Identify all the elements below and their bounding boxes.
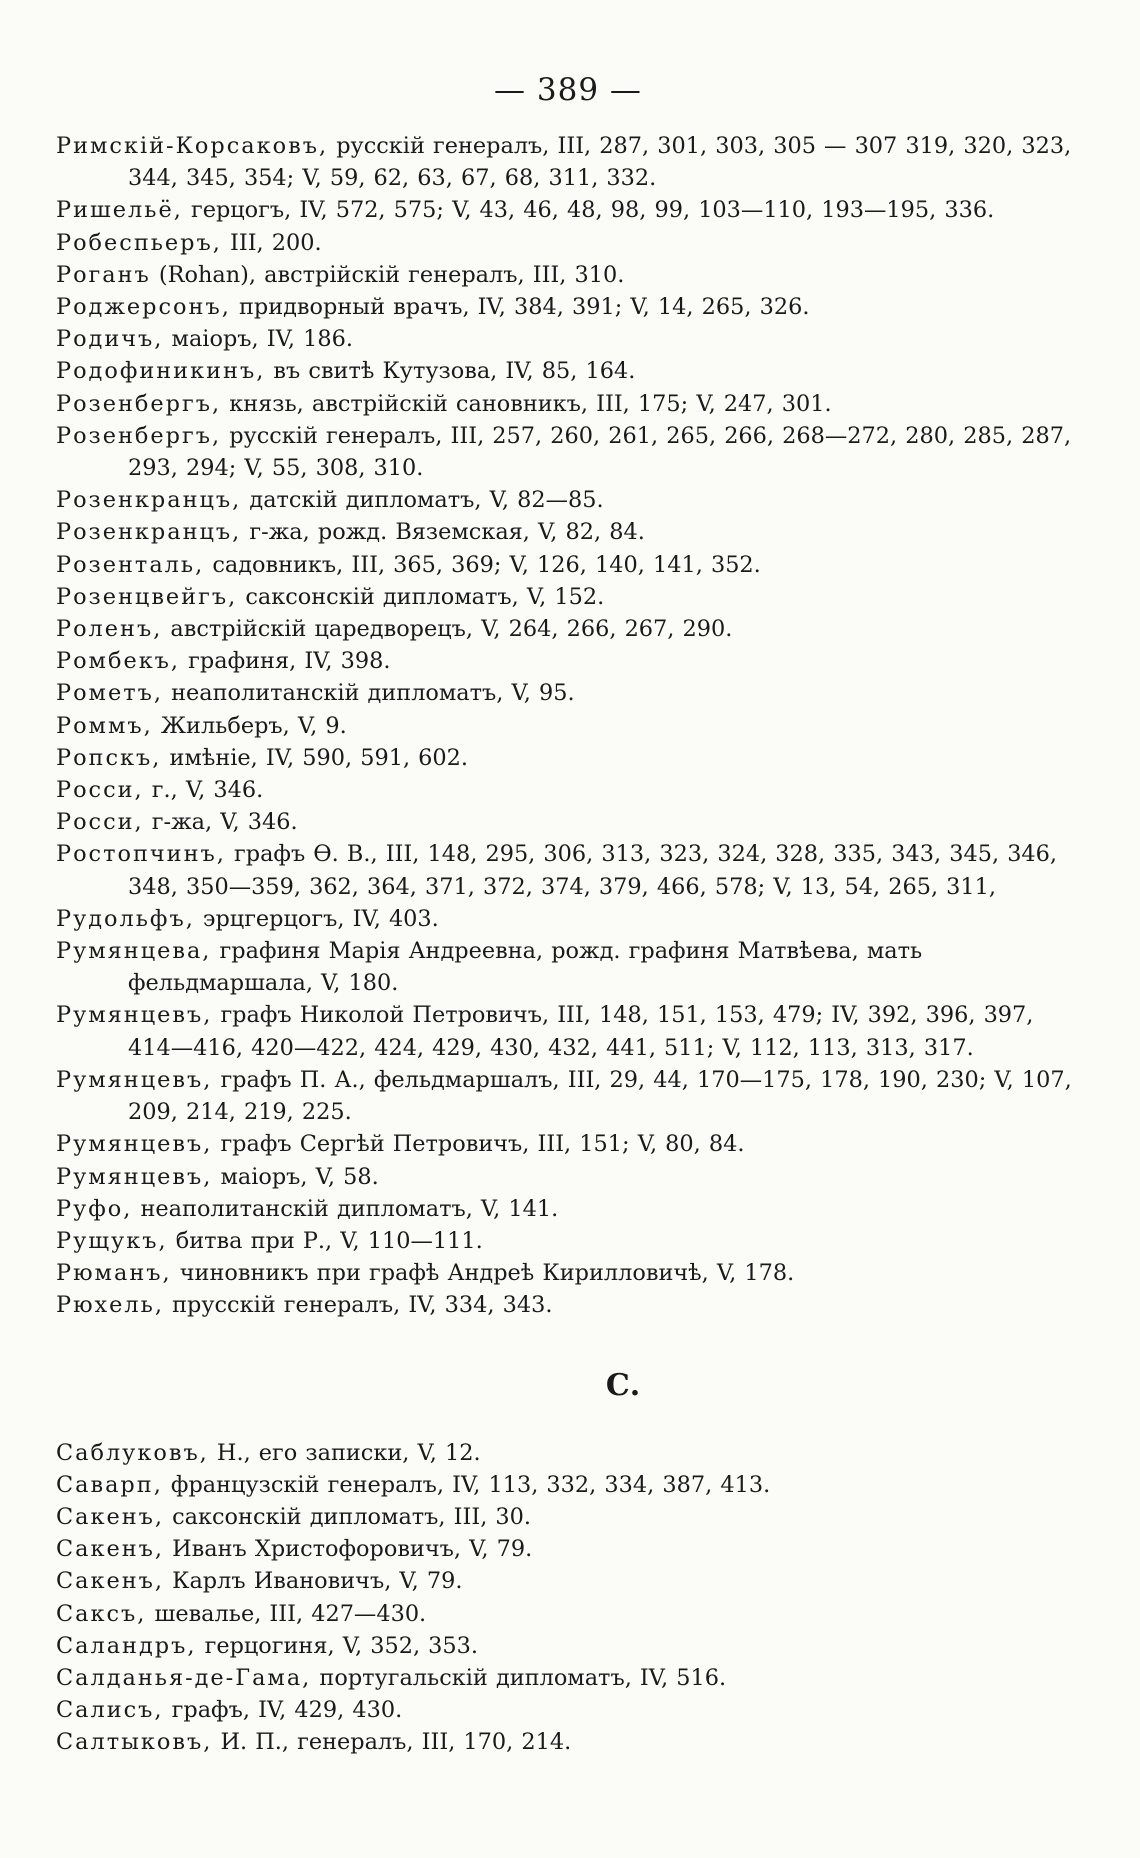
entry-details: эрцгерцогъ, IV, 403.	[194, 905, 439, 932]
index-entry	[56, 935, 1080, 999]
entry-name: Салисъ,	[56, 1697, 164, 1724]
index-entry	[56, 1533, 1080, 1565]
entry-name: Румянцевъ,	[56, 1066, 213, 1093]
index-entry	[56, 838, 1080, 902]
entry-details: графиня, IV, 398.	[180, 648, 391, 675]
section-heading-s	[56, 1368, 1080, 1403]
entry-name: Рущукъ,	[56, 1227, 168, 1254]
index-entry	[56, 774, 1080, 806]
entry-name: Ришельё,	[56, 197, 183, 224]
index-entry	[56, 516, 1080, 548]
index-entry	[56, 549, 1080, 581]
entry-details: битва при Р., V, 110—111.	[167, 1227, 483, 1254]
entry-details: графиня Марія Андреевна, рожд. графиня Матвѣева, мать фельдмаршала, V, 180.	[128, 938, 923, 997]
index-entry	[56, 999, 1080, 1063]
entry-name: Роленъ,	[56, 616, 163, 643]
entry-details: графъ, IV, 429, 430.	[163, 1697, 403, 1724]
index-entry	[56, 323, 1080, 355]
entry-name: Рудольфъ,	[56, 905, 195, 932]
entry-name: Румянцева,	[56, 938, 212, 965]
entry-name: Роммъ,	[56, 712, 153, 739]
entry-details: Н., его записки, V, 12.	[208, 1439, 481, 1466]
entry-name: Родофиникинъ,	[56, 358, 266, 385]
entry-name: Римскій-Корсаковъ,	[56, 133, 329, 159]
page-number: — 389 —	[494, 72, 642, 108]
index-entry	[56, 484, 1080, 516]
entry-details: прусскій генералъ, IV, 334, 343.	[163, 1292, 553, 1319]
entry-name: Розенцвейгъ,	[56, 583, 238, 610]
entry-details: шевалье, III, 427—430.	[146, 1600, 427, 1627]
entry-name: Румянцевъ,	[56, 1163, 213, 1190]
entry-details: чиновникъ при графѣ Андреѣ Кирилловичѣ, V, 178.	[171, 1260, 795, 1287]
entry-details: III, 200.	[221, 229, 322, 256]
entry-name: Ропскъ,	[56, 744, 162, 771]
index-entry	[56, 259, 1080, 291]
entry-name: Сакенъ,	[56, 1536, 165, 1563]
entry-details: (Rohan), австрійскій генералъ, III, 310.	[150, 261, 625, 288]
entry-details: князь, австрійскій сановникъ, III, 175; V, 247, 301.	[221, 390, 832, 417]
entry-details: И. П., генералъ, III, 170, 214.	[212, 1729, 572, 1756]
entry-details: г., V, 346.	[143, 777, 264, 804]
entry-name: Рюхель,	[56, 1292, 164, 1319]
index-entry	[56, 194, 1080, 226]
entry-name: Росси,	[56, 809, 144, 836]
index-entry	[56, 1662, 1080, 1694]
entry-name: Рюманъ,	[56, 1260, 172, 1287]
entry-name: Сакенъ,	[56, 1568, 165, 1595]
index-entry	[56, 1437, 1080, 1469]
entry-details: Жильберъ, V, 9.	[152, 712, 347, 739]
entry-details: русскій генералъ, III, 257, 260, 261, 265, 266, 268—272, 280, 285, 287, 293, 294; V, 55, 308, 310.	[128, 422, 1072, 482]
index-entry	[56, 1193, 1080, 1225]
entry-name: Роджерсонъ,	[56, 294, 231, 321]
entry-name: Румянцевъ,	[56, 1002, 213, 1029]
entry-name: Саварп,	[56, 1471, 163, 1498]
index-entry	[56, 130, 1080, 194]
entry-name: Робеспьеръ,	[56, 229, 222, 256]
index-entry	[56, 645, 1080, 677]
index-entry	[56, 1064, 1080, 1128]
index-entry	[56, 1726, 1080, 1758]
entry-name: Салтыковъ,	[56, 1729, 213, 1756]
entry-details: французскій генералъ, IV, 113, 332, 334, 387, 413.	[162, 1471, 771, 1498]
entry-details: графъ П. А., фельдмаршалъ, III, 29, 44, 170—175, 178, 190, 230; V, 107, 209, 214, 219, 225.	[128, 1066, 1072, 1126]
entry-details: герцогиня, V, 352, 353.	[196, 1632, 479, 1659]
entry-name: Рометъ,	[56, 680, 163, 707]
entry-name: Розенбергъ,	[56, 390, 222, 417]
entry-name: Саландръ,	[56, 1632, 197, 1659]
entry-name: Розенталь,	[56, 551, 205, 578]
index-entry	[56, 388, 1080, 420]
entry-details: австрійскій царедворецъ, V, 264, 266, 267, 290.	[162, 616, 733, 643]
entry-name: Роганъ	[56, 261, 151, 288]
index-entry	[56, 1289, 1080, 1321]
entry-name: Розенкранцъ,	[56, 519, 242, 546]
index-entry	[56, 677, 1080, 709]
index-entry	[56, 1598, 1080, 1630]
entry-details: въ свитѣ Кутузова, IV, 85, 164.	[265, 358, 636, 385]
entry-name: Саксъ,	[56, 1600, 147, 1627]
section-r-list	[56, 130, 1080, 1322]
entry-details: садовникъ, III, 365, 369; V, 126, 140, 141, 352.	[204, 551, 761, 578]
entry-details: придворный врачъ, IV, 384, 391; V, 14, 265, 326.	[230, 294, 810, 321]
entry-details: Иванъ Христофоровичъ, V, 79.	[164, 1536, 533, 1563]
entry-details: маіоръ, V, 58.	[212, 1163, 379, 1190]
entry-name: Салданья-де-Гама,	[56, 1664, 312, 1691]
entry-details: герцогъ, IV, 572, 575; V, 43, 46, 48, 98, 99, 103—110, 193—195, 336.	[182, 197, 995, 224]
entry-name: Руфо,	[56, 1195, 133, 1222]
entry-details: саксонскій дипломатъ, V, 152.	[237, 583, 605, 610]
entry-details: датскій дипломатъ, V, 82—85.	[241, 487, 604, 514]
index-entry	[56, 806, 1080, 838]
entry-name: Ромбекъ,	[56, 648, 181, 675]
index-entry	[56, 742, 1080, 774]
entry-name: Росси,	[56, 777, 144, 804]
index-entry	[56, 1565, 1080, 1597]
entry-details: саксонскій дипломатъ, III, 30.	[164, 1503, 532, 1530]
index-entry	[56, 1501, 1080, 1533]
index-entry	[56, 903, 1080, 935]
entry-details: португальскій дипломатъ, IV, 516.	[311, 1664, 727, 1691]
entry-details: г-жа, рожд. Вяземская, V, 82, 84.	[241, 519, 645, 546]
index-entry	[56, 581, 1080, 613]
entry-name: Розенбергъ,	[56, 422, 222, 449]
index-entry	[56, 1161, 1080, 1193]
entry-name: Розенкранцъ,	[56, 487, 242, 514]
section-s-list	[56, 1437, 1080, 1759]
entry-details: имѣніе, IV, 590, 591, 602.	[161, 744, 469, 771]
entry-details: русскій генералъ, III, 287, 301, 303, 305 — 307 319, 320, 323, 344, 345, 354; V, 59, 62, 63, 67, 68, 311, 332.	[128, 133, 1072, 192]
entry-name: Саблуковъ,	[56, 1439, 209, 1466]
index-entry	[56, 420, 1080, 484]
entry-details: графъ Николой Петровичъ, III, 148, 151, 153, 479; IV, 392, 396, 397, 414—416, 420—422, 424, 429, 430, 432, 441, 511; V, 112, 113, 313, 317.	[128, 1002, 1034, 1061]
entry-details: г-жа, V, 346.	[143, 809, 298, 836]
entry-name: Румянцевъ,	[56, 1131, 213, 1158]
index-entry	[56, 1469, 1080, 1501]
entry-name: Сакенъ,	[56, 1503, 165, 1530]
section-letter: С.	[605, 1367, 641, 1403]
index-entry	[56, 1630, 1080, 1662]
index-entry	[56, 1694, 1080, 1726]
index-entry	[56, 613, 1080, 645]
entry-name: Ростопчинъ,	[56, 841, 226, 868]
entry-details: неаполитанскій дипломатъ, V, 95.	[162, 680, 575, 707]
entry-details: Карлъ Ивановичъ, V, 79.	[164, 1568, 463, 1595]
entry-details: маіоръ, IV, 186.	[163, 326, 353, 353]
index-entry	[56, 355, 1080, 387]
index-entry	[56, 1225, 1080, 1257]
index-entry	[56, 710, 1080, 742]
index-entry	[56, 1257, 1080, 1289]
entry-details: графъ Сергѣй Петровичъ, III, 151; V, 80, 84.	[212, 1131, 745, 1158]
entry-name: Родичъ,	[56, 326, 164, 353]
index-entry	[56, 1128, 1080, 1160]
entry-details: неаполитанскій дипломатъ, V, 141.	[132, 1195, 559, 1222]
entry-details: графъ Ѳ. В., III, 148, 295, 306, 313, 323, 324, 328, 335, 343, 345, 346, 348, 350—359, 362, 364, 371, 372, 374, 379, 466, 578; V, 13, 54, 265, 311,	[128, 841, 1058, 900]
index-entry	[56, 291, 1080, 323]
index-entry	[56, 227, 1080, 259]
